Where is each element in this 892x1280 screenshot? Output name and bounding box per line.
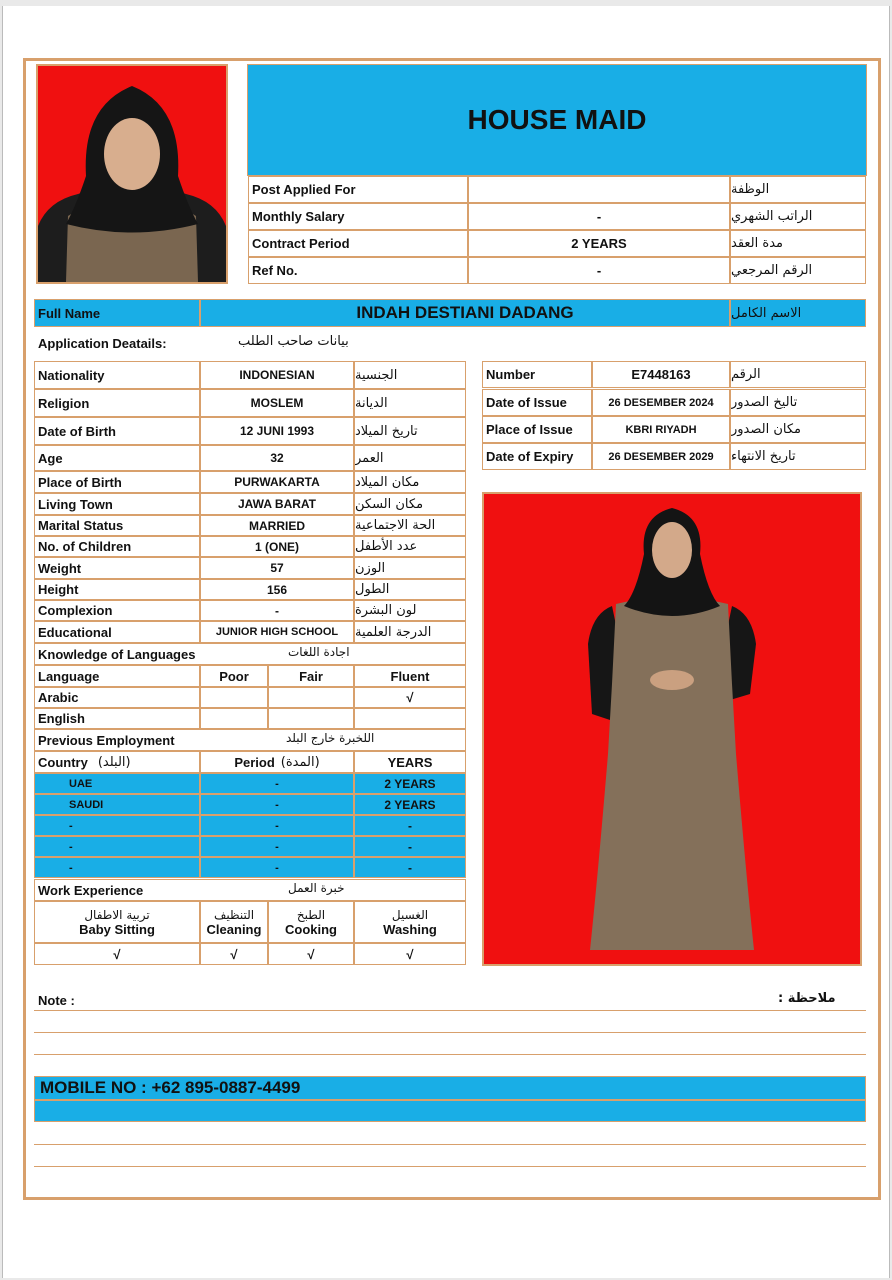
employment-country: - — [34, 857, 200, 878]
work-skill-arabic: الطبخ — [296, 907, 326, 922]
personal-row-arabic: الديانة — [354, 389, 466, 417]
passport-row-arabic: تاليخ الصدور — [730, 389, 866, 416]
personal-row-value: 32 — [200, 445, 354, 471]
personal-row-value: 12 JUNI 1993 — [200, 417, 354, 445]
post-row-value: - — [468, 203, 730, 230]
employment-country: - — [34, 815, 200, 836]
personal-row-value: 1 (ONE) — [200, 536, 354, 557]
work-skill-arabic: التنظيف — [213, 907, 255, 922]
language-row-cell: English — [34, 708, 200, 729]
note-line-1 — [34, 1010, 866, 1011]
personal-row-label: Age — [34, 445, 200, 471]
personal-row-value: MARRIED — [200, 515, 354, 536]
language-header: Poor — [200, 665, 268, 687]
personal-row-value: INDONESIAN — [200, 361, 354, 389]
passport-row-label: Date of Issue — [482, 389, 592, 416]
language-row-cell: Arabic — [34, 687, 200, 708]
work-skill-english: Baby Sitting — [79, 921, 155, 937]
blue-bar-bottom — [34, 1100, 866, 1122]
work-skill-arabic: الغسيل — [391, 907, 429, 922]
footer-line-2 — [34, 1166, 866, 1167]
personal-row-arabic: لون البشرة — [354, 600, 466, 621]
note-line-3 — [34, 1054, 866, 1055]
employment-header-country: Country (البلد) — [34, 751, 200, 773]
application-details-label: Application Deatails: — [38, 336, 167, 351]
post-row-arabic: الراتب الشهري — [730, 203, 866, 230]
personal-row-value: 57 — [200, 557, 354, 579]
work-skill-english: Washing — [383, 921, 437, 937]
post-row-arabic: مدة العقد — [730, 230, 866, 257]
work-skill-cell — [268, 901, 354, 943]
passport-row-label: Date of Expiry — [482, 443, 592, 470]
personal-row-value: - — [200, 600, 354, 621]
work-skill-cell — [34, 901, 200, 943]
personal-row-arabic: الحة الاجتماعية — [354, 515, 466, 536]
post-row-value — [468, 176, 730, 203]
personal-row-arabic: تاريخ الميلاد — [354, 417, 466, 445]
personal-row-label: Educational — [34, 621, 200, 643]
employment-years: - — [354, 857, 466, 878]
personal-row-arabic: عدد الأطفل — [354, 536, 466, 557]
post-row-label: Ref No. — [248, 257, 468, 284]
work-skill-mark: √ — [268, 943, 354, 965]
personal-row-arabic: مكان السكن — [354, 493, 466, 515]
application-details-arabic: بيانات صاحب الطلب — [238, 334, 349, 349]
portrait-photo — [36, 64, 228, 284]
employment-period: - — [200, 773, 354, 794]
personal-row-arabic: الدرجة العلمية — [354, 621, 466, 643]
language-row-cell: √ — [354, 687, 466, 708]
language-header: Fluent — [354, 665, 466, 687]
employment-country: - — [34, 836, 200, 857]
personal-row-label: Nationality — [34, 361, 200, 389]
personal-row-label: Marital Status — [34, 515, 200, 536]
job-title-banner: HOUSE MAID — [247, 64, 867, 176]
employment-period: - — [200, 794, 354, 815]
personal-row-label: Living Town — [34, 493, 200, 515]
passport-row-value: E7448163 — [592, 361, 730, 388]
work-skill-cell — [354, 901, 466, 943]
personal-row-label: Weight — [34, 557, 200, 579]
full-body-photo — [482, 492, 862, 966]
passport-row-value: 26 DESEMBER 2024 — [592, 389, 730, 416]
language-row-cell — [268, 687, 354, 708]
note-label: Note : — [38, 993, 75, 1008]
personal-row-arabic: العمر — [354, 445, 466, 471]
employment-period: - — [200, 815, 354, 836]
personal-row-label: Date of Birth — [34, 417, 200, 445]
language-header: Fair — [268, 665, 354, 687]
passport-row-value: 26 DESEMBER 2029 — [592, 443, 730, 470]
employment-title: Previous Employment — [34, 729, 466, 751]
work-skill-mark: √ — [34, 943, 200, 965]
post-row-value: - — [468, 257, 730, 284]
work-skill-english: Cooking — [285, 921, 337, 937]
language-row-cell — [354, 708, 466, 729]
employment-period: - — [200, 857, 354, 878]
employment-country: SAUDI — [34, 794, 200, 815]
passport-row-arabic: الرقم — [730, 361, 866, 388]
personal-row-arabic: الجنسية — [354, 361, 466, 389]
note-line-2 — [34, 1032, 866, 1033]
employment-years: - — [354, 836, 466, 857]
employment-title-arabic: اللخبرة خارج البلد — [286, 731, 375, 745]
full-name-value: INDAH DESTIANI DADANG — [200, 299, 730, 327]
personal-row-label: Place of Birth — [34, 471, 200, 493]
personal-row-value: PURWAKARTA — [200, 471, 354, 493]
personal-row-label: No. of Children — [34, 536, 200, 557]
post-row-value: 2 YEARS — [468, 230, 730, 257]
post-row-label: Monthly Salary — [248, 203, 468, 230]
language-row-cell — [268, 708, 354, 729]
language-row-cell — [200, 708, 268, 729]
personal-row-label: Religion — [34, 389, 200, 417]
employment-country: UAE — [34, 773, 200, 794]
employment-period: - — [200, 836, 354, 857]
post-row-arabic: الوظفة — [730, 176, 866, 203]
passport-row-label: Number — [482, 361, 592, 388]
post-row-label: Post Applied For — [248, 176, 468, 203]
languages-title-arabic: اجادة اللغات — [288, 645, 350, 659]
work-skill-mark: √ — [200, 943, 268, 965]
languages-title: Knowledge of Languages — [34, 643, 466, 665]
personal-row-value: JAWA BARAT — [200, 493, 354, 515]
employment-header-period: Period (المدة) — [200, 751, 354, 773]
passport-row-arabic: مكان الصدور — [730, 416, 866, 443]
personal-row-label: Complexion — [34, 600, 200, 621]
personal-row-value: JUNIOR HIGH SCHOOL — [200, 621, 354, 643]
work-title: Work Experience — [34, 879, 466, 901]
mobile-number-bar: MOBILE NO : +62 895-0887-4499 — [34, 1076, 866, 1100]
language-row-cell — [200, 687, 268, 708]
passport-row-value: KBRI RIYADH — [592, 416, 730, 443]
full-name-arabic: الاسم الكامل — [730, 299, 866, 327]
personal-row-value: MOSLEM — [200, 389, 354, 417]
post-row-arabic: الرقم المرجعي — [730, 257, 866, 284]
work-skill-english: Cleaning — [206, 921, 262, 937]
work-skill-mark: √ — [354, 943, 466, 965]
passport-row-label: Place of Issue — [482, 416, 592, 443]
full-name-label: Full Name — [34, 299, 200, 327]
footer-line-1 — [34, 1144, 866, 1145]
personal-row-label: Height — [34, 579, 200, 600]
personal-row-arabic: مكان الميلاد — [354, 471, 466, 493]
employment-years: - — [354, 815, 466, 836]
passport-row-arabic: تاريخ الانتهاء — [730, 443, 866, 470]
language-header: Language — [34, 665, 200, 687]
personal-row-arabic: الوزن — [354, 557, 466, 579]
employment-years: 2 YEARS — [354, 794, 466, 815]
work-title-arabic: خبرة العمل — [288, 881, 345, 895]
work-skill-arabic: تربية الاطفال — [84, 907, 150, 922]
employment-years: 2 YEARS — [354, 773, 466, 794]
personal-row-value: 156 — [200, 579, 354, 600]
personal-row-arabic: الطول — [354, 579, 466, 600]
note-arabic: ملاحظة : — [778, 991, 836, 1006]
post-row-label: Contract Period — [248, 230, 468, 257]
employment-header-years: YEARS — [354, 751, 466, 773]
work-skill-cell — [200, 901, 268, 943]
